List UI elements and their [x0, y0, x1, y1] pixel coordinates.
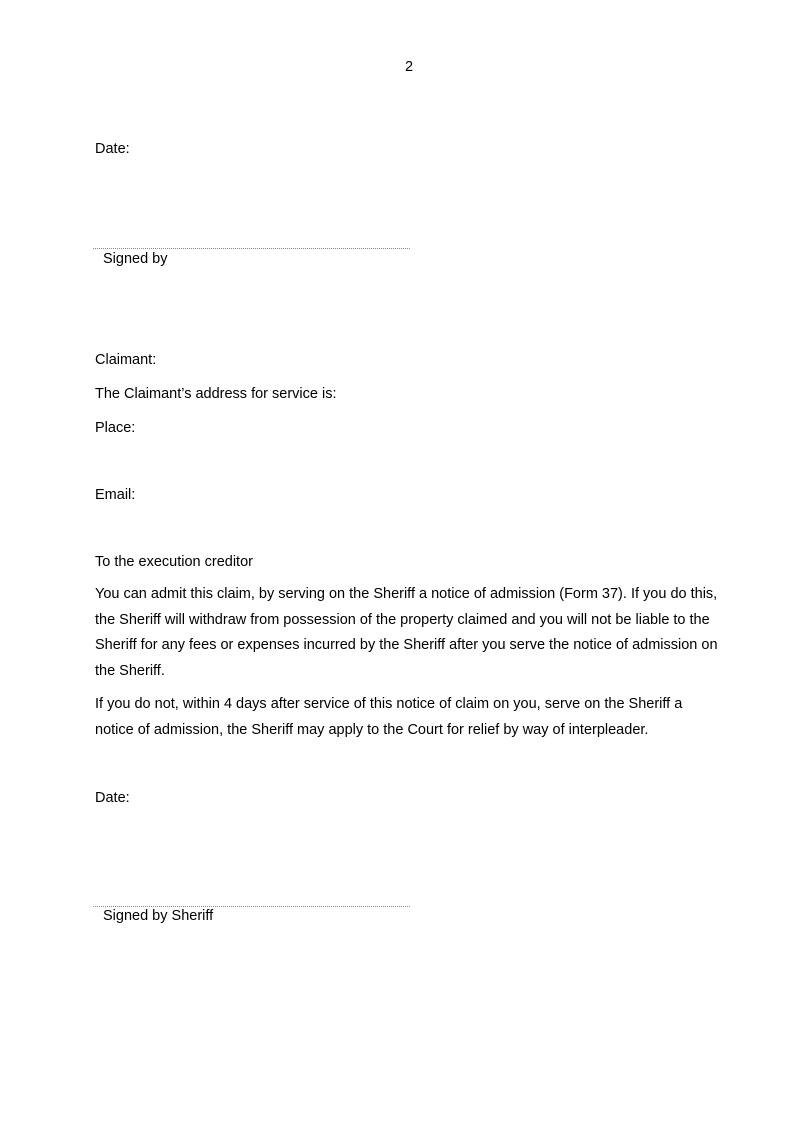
creditor-heading: To the execution creditor: [95, 554, 253, 570]
admission-paragraph: You can admit this claim, by serving on the Sheriff a notice of admission (Form 37). If you do this, the Sheriff will withdraw from possession of the property claimed and you will not be liable to the Sheriff for any fees or expenses incurred by the Sheriff after you serve the notice of admission on the Sheriff.: [95, 586, 718, 679]
signed-by-sheriff-label: Signed by Sheriff: [103, 908, 214, 924]
interpleader-paragraph: If you do not, within 4 days after service of this notice of claim on you, serve on the Sheriff a notice of admission, the Sheriff may apply to the Court for relief by way of interpleader.: [95, 696, 683, 738]
signed-by-label: Signed by: [103, 251, 168, 267]
place-label: Place:: [95, 420, 136, 436]
address-for-service-label: The Claimant’s address for service is:: [95, 386, 337, 402]
signature-line: [93, 248, 410, 249]
sheriff-date-label: Date:: [95, 790, 130, 806]
email-label: Email:: [95, 487, 136, 503]
page-number: 2: [404, 59, 414, 75]
date-label: Date:: [95, 141, 130, 157]
claimant-label: Claimant:: [95, 352, 157, 368]
